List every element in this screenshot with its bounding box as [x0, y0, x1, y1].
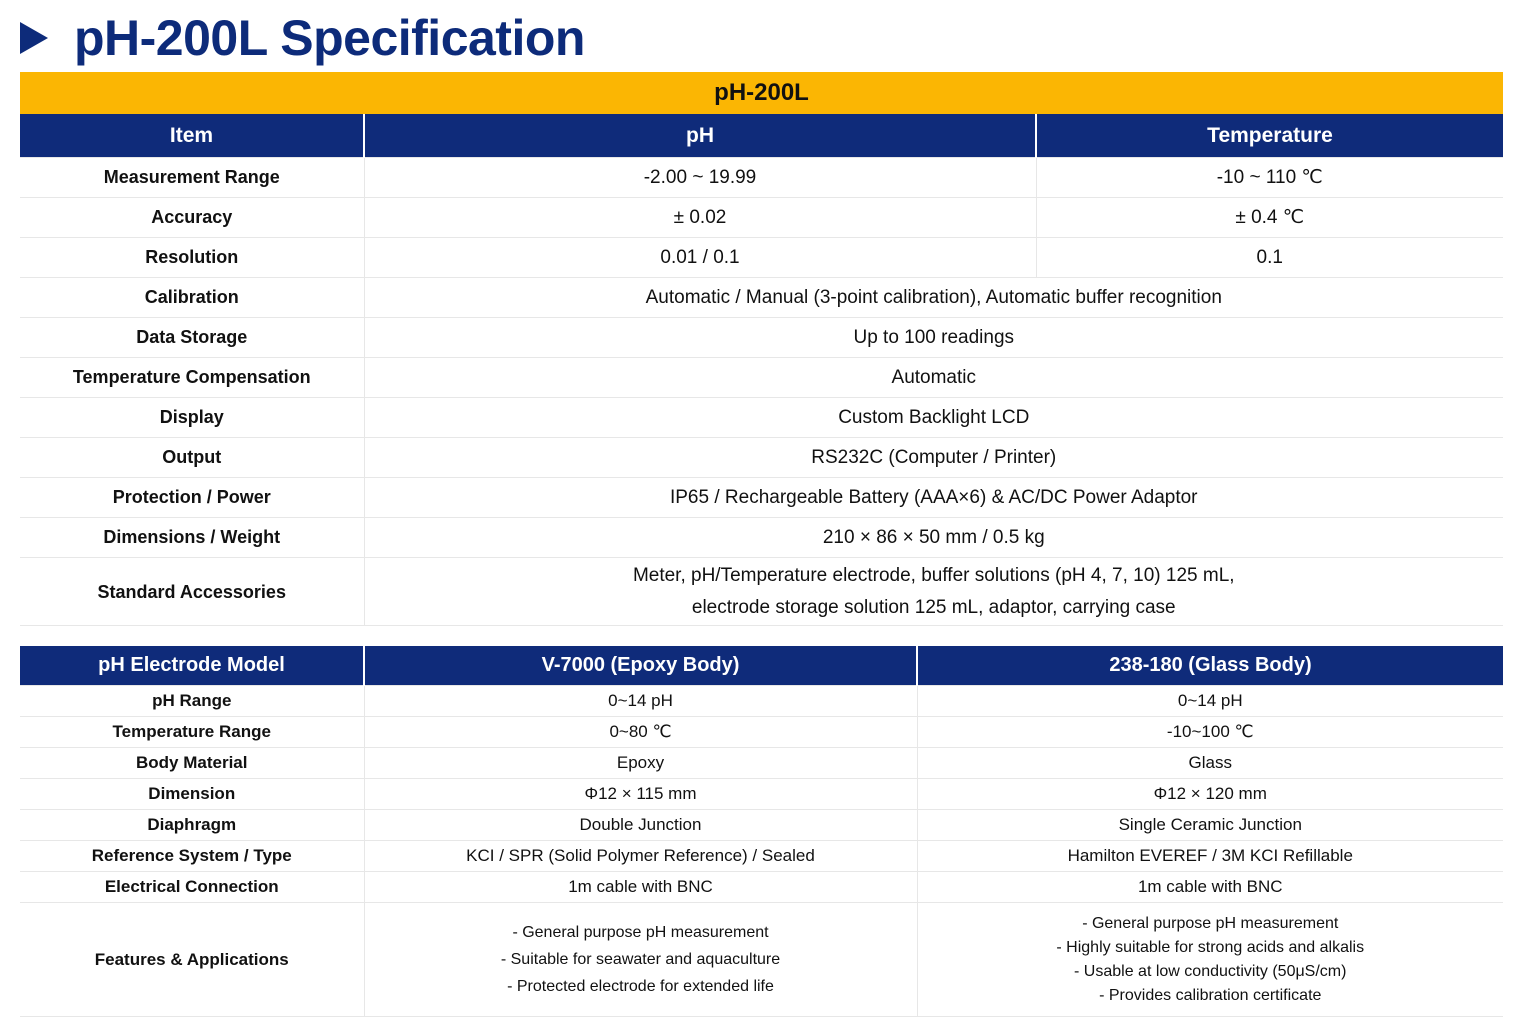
row-label: Body Material	[20, 748, 364, 779]
feature-list	[373, 919, 909, 1000]
table-row	[20, 478, 1503, 518]
v7000-value: Double Junction	[364, 810, 917, 841]
row-label: Accuracy	[20, 198, 364, 238]
table-row	[20, 158, 1503, 198]
table-row	[20, 358, 1503, 398]
column-header-ph: pH	[364, 114, 1036, 158]
table-row	[20, 198, 1503, 238]
table-row	[20, 238, 1503, 278]
feature-item: - Provides calibration certificate	[1099, 986, 1322, 1004]
spec-table	[20, 72, 1503, 626]
table-row	[20, 810, 1503, 841]
accessories-line: Meter, pH/Temperature electrode, buffer solutions (pH 4, 7, 10) 125 mL,	[632, 564, 1235, 586]
row-value: Automatic	[364, 358, 1503, 398]
row-value: Automatic / Manual (3-point calibration), Automatic buffer recognition	[364, 278, 1503, 318]
table-row	[20, 558, 1503, 626]
row-value: IP65 / Rechargeable Battery (AAA×6) & AC/DC Power Adaptor	[364, 478, 1503, 518]
table-row	[20, 686, 1503, 717]
row-label: Features & Applications	[20, 903, 364, 1017]
table-row	[20, 903, 1503, 1017]
feature-item: - Suitable for seawater and aquaculture	[500, 951, 781, 968]
row-value: Custom Backlight LCD	[364, 398, 1503, 438]
feature-item: - General purpose pH measurement	[1082, 914, 1339, 932]
temperature-value: ± 0.4 ℃	[1036, 198, 1503, 238]
row-label: Display	[20, 398, 364, 438]
spec-banner-row	[20, 72, 1503, 114]
table-row	[20, 748, 1503, 779]
page-header	[20, 6, 585, 70]
column-header-v7000: V-7000 (Epoxy Body)	[364, 646, 917, 686]
table-row	[20, 779, 1503, 810]
row-value: RS232C (Computer / Printer)	[364, 438, 1503, 478]
row-label: Temperature Range	[20, 717, 364, 748]
row-label: Resolution	[20, 238, 364, 278]
row-label: Data Storage	[20, 318, 364, 358]
accessories-line: electrode storage solution 125 mL, adaptor, carrying case	[691, 596, 1176, 618]
feature-item: - General purpose pH measurement	[512, 924, 769, 941]
row-label: pH Range	[20, 686, 364, 717]
table-row	[20, 872, 1503, 903]
ph-value: 0.01 / 0.1	[364, 238, 1036, 278]
play-triangle-icon	[20, 22, 48, 54]
feature-item: - Highly suitable for strong acids and alkalis	[1056, 938, 1365, 956]
temperature-value: -10 ~ 110 ℃	[1036, 158, 1503, 198]
row-label: Protection / Power	[20, 478, 364, 518]
column-header-238-180: 238-180 (Glass Body)	[917, 646, 1503, 686]
row-label: Standard Accessories	[20, 558, 364, 626]
v7000-features	[364, 903, 917, 1017]
row-label: Output	[20, 438, 364, 478]
v7000-value: 0~14 pH	[364, 686, 917, 717]
model-banner: pH-200L	[20, 72, 1503, 114]
electrode-table	[20, 646, 1503, 1017]
temperature-value: 0.1	[1036, 238, 1503, 278]
ph-value: -2.00 ~ 19.99	[364, 158, 1036, 198]
row-label: Reference System / Type	[20, 841, 364, 872]
accessories-value	[364, 558, 1503, 626]
row-label: Calibration	[20, 278, 364, 318]
table-row	[20, 438, 1503, 478]
ph-value: ± 0.02	[364, 198, 1036, 238]
table-row	[20, 318, 1503, 358]
table-row	[20, 717, 1503, 748]
v7000-value: Epoxy	[364, 748, 917, 779]
238-180-value: 1m cable with BNC	[917, 872, 1503, 903]
row-label: Dimension	[20, 779, 364, 810]
238-180-features	[917, 903, 1503, 1017]
spec-header-row	[20, 114, 1503, 158]
row-label: Diaphragm	[20, 810, 364, 841]
row-label: Measurement Range	[20, 158, 364, 198]
v7000-value: 0~80 ℃	[364, 717, 917, 748]
238-180-value: Hamilton EVEREF / 3M KCI Refillable	[917, 841, 1503, 872]
table-row	[20, 398, 1503, 438]
table-row	[20, 841, 1503, 872]
v7000-value: Φ12 × 115 mm	[364, 779, 917, 810]
row-label: Temperature Compensation	[20, 358, 364, 398]
electrode-header-row	[20, 646, 1503, 686]
238-180-value: Single Ceramic Junction	[917, 810, 1503, 841]
v7000-value: KCI / SPR (Solid Polymer Reference) / Sealed	[364, 841, 917, 872]
238-180-value: -10~100 ℃	[917, 717, 1503, 748]
table-row	[20, 278, 1503, 318]
row-label: Electrical Connection	[20, 872, 364, 903]
feature-list	[926, 912, 1496, 1008]
page-title: pH-200L Specification	[74, 10, 585, 66]
row-value: 210 × 86 × 50 mm / 0.5 kg	[364, 518, 1503, 558]
238-180-value: Glass	[917, 748, 1503, 779]
table-row	[20, 518, 1503, 558]
column-header-electrode-model: pH Electrode Model	[20, 646, 364, 686]
column-header-item: Item	[20, 114, 364, 158]
row-value: Up to 100 readings	[364, 318, 1503, 358]
row-label: Dimensions / Weight	[20, 518, 364, 558]
feature-item: - Protected electrode for extended life	[507, 978, 774, 995]
238-180-value: Φ12 × 120 mm	[917, 779, 1503, 810]
feature-item: - Usable at low conductivity (50μS/cm)	[1074, 962, 1347, 980]
238-180-value: 0~14 pH	[917, 686, 1503, 717]
column-header-temperature: Temperature	[1036, 114, 1503, 158]
v7000-value: 1m cable with BNC	[364, 872, 917, 903]
